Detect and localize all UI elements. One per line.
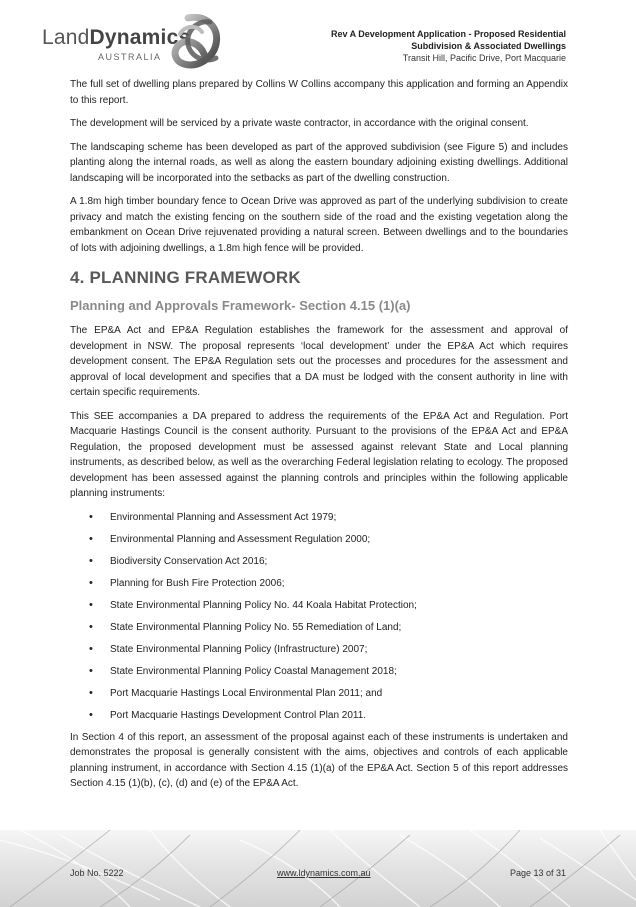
list-item: • Environmental Planning and Assessment Regulation 2000; [70, 532, 568, 547]
footer-website-link[interactable]: www.ldynamics.com.au [277, 868, 371, 878]
paragraph: The EP&A Act and EP&A Regulation establishes the framework for the assessment and approval of development in NSW. The proposal represents ‘local development’ under the EP&A Act which requires development consent. The EP&A Regulation sets out the processes and procedures for the assessment and approval of local development and specifies that a DA must be lodged with the consent authority in line with certain specific requirements. [70, 325, 568, 398]
paragraph: The full set of dwelling plans prepared by Collins W Collins accompany this application and forming an Appendix to this report. [70, 79, 568, 106]
list-item: • State Environmental Planning Policy No. 55 Remediation of Land; [70, 620, 568, 635]
list-item: • State Environmental Planning Policy (Infrastructure) 2007; [70, 642, 568, 657]
list-item: • Environmental Planning and Assessment Act 1979; [70, 510, 568, 525]
logo-subtitle: AUSTRALIA [98, 52, 162, 62]
list-item: • Port Macquarie Hastings Development Control Plan 2011. [70, 708, 568, 723]
paragraph: The landscaping scheme has been developed as part of the approved subdivision (see Figure 5) and includes planting along the internal roads, as well as along the eastern boundary adjoining existing dwellings. Additional landscaping will be incorporated into the setbacks as part of the dwelling construction. [70, 141, 568, 184]
paragraph: This SEE accompanies a DA prepared to address the requirements of the EP&A Act and Regulation. Port Macquarie Hastings Council is the consent authority. Pursuant to the provisions of the EP&A Act and EP&A Regulation, the proposed development must be assessed against relevant State and Local planning instruments, as described below, as well as the overarching Federal legislation relating to ecology. The proposed development has been assessed against the planning controls and principles within the following applicable planning instruments: [70, 410, 568, 499]
logo-wordmark: LandDynamics [42, 26, 191, 49]
logo-knot-icon [170, 14, 226, 72]
document-title-line-2: Subdivision & Associated Dwellings [411, 41, 566, 51]
paragraph: The development will be serviced by a private waste contractor, in accordance with the original consent. [70, 118, 529, 129]
page-footer [0, 830, 636, 907]
list-item: • Port Macquarie Hastings Local Environmental Plan 2011; and [70, 686, 568, 701]
list-item: • State Environmental Planning Policy Coastal Management 2018; [70, 664, 568, 679]
paragraph: In Section 4 of this report, an assessment of the proposal against each of these instruments is undertaken and demonstrates the proposal is generally consistent with the aims, objectives and controls of each applicable planning instrument, in accordance with Section 4.15 (1)(a) of the EP&A Act. Section 5 of this report addresses Section 4.15 (1)(b), (c), (d) and (e) of the EP&A Act. [70, 731, 568, 789]
section-heading: 4. PLANNING FRAMEWORK [70, 268, 301, 287]
list-item: • State Environmental Planning Policy No. 44 Koala Habitat Protection; [70, 598, 568, 613]
list-item: • Biodiversity Conservation Act 2016; [70, 554, 568, 569]
list-item: • Planning for Bush Fire Protection 2006; [70, 576, 568, 591]
landdynamics-logo [42, 14, 242, 74]
footer-page-number: Page 13 of 31 [509, 868, 566, 878]
document-location: Transit Hill, Pacific Drive, Port Macquarie [402, 53, 566, 63]
page-content [70, 77, 568, 800]
document-title-line-1: Rev A Development Application - Proposed Residential [330, 29, 566, 39]
subsection-heading: Planning and Approvals Framework- Section 4.15 (1)(a) [70, 298, 411, 313]
planning-instruments-list [70, 510, 568, 723]
paragraph: A 1.8m high timber boundary fence to Ocean Drive was approved as part of the underlying subdivision to create privacy and match the existing fencing on the southern side of the road and the existing vegetation along the embankment on Ocean Drive rejuvenated providing a natural screen. Between dwellings and to the boundaries of lots with adjoining dwellings, a 1.8m high fence will be provided. [70, 196, 568, 254]
footer-job-number: Job No. 5222 [70, 868, 124, 878]
document-header-info [266, 28, 566, 64]
